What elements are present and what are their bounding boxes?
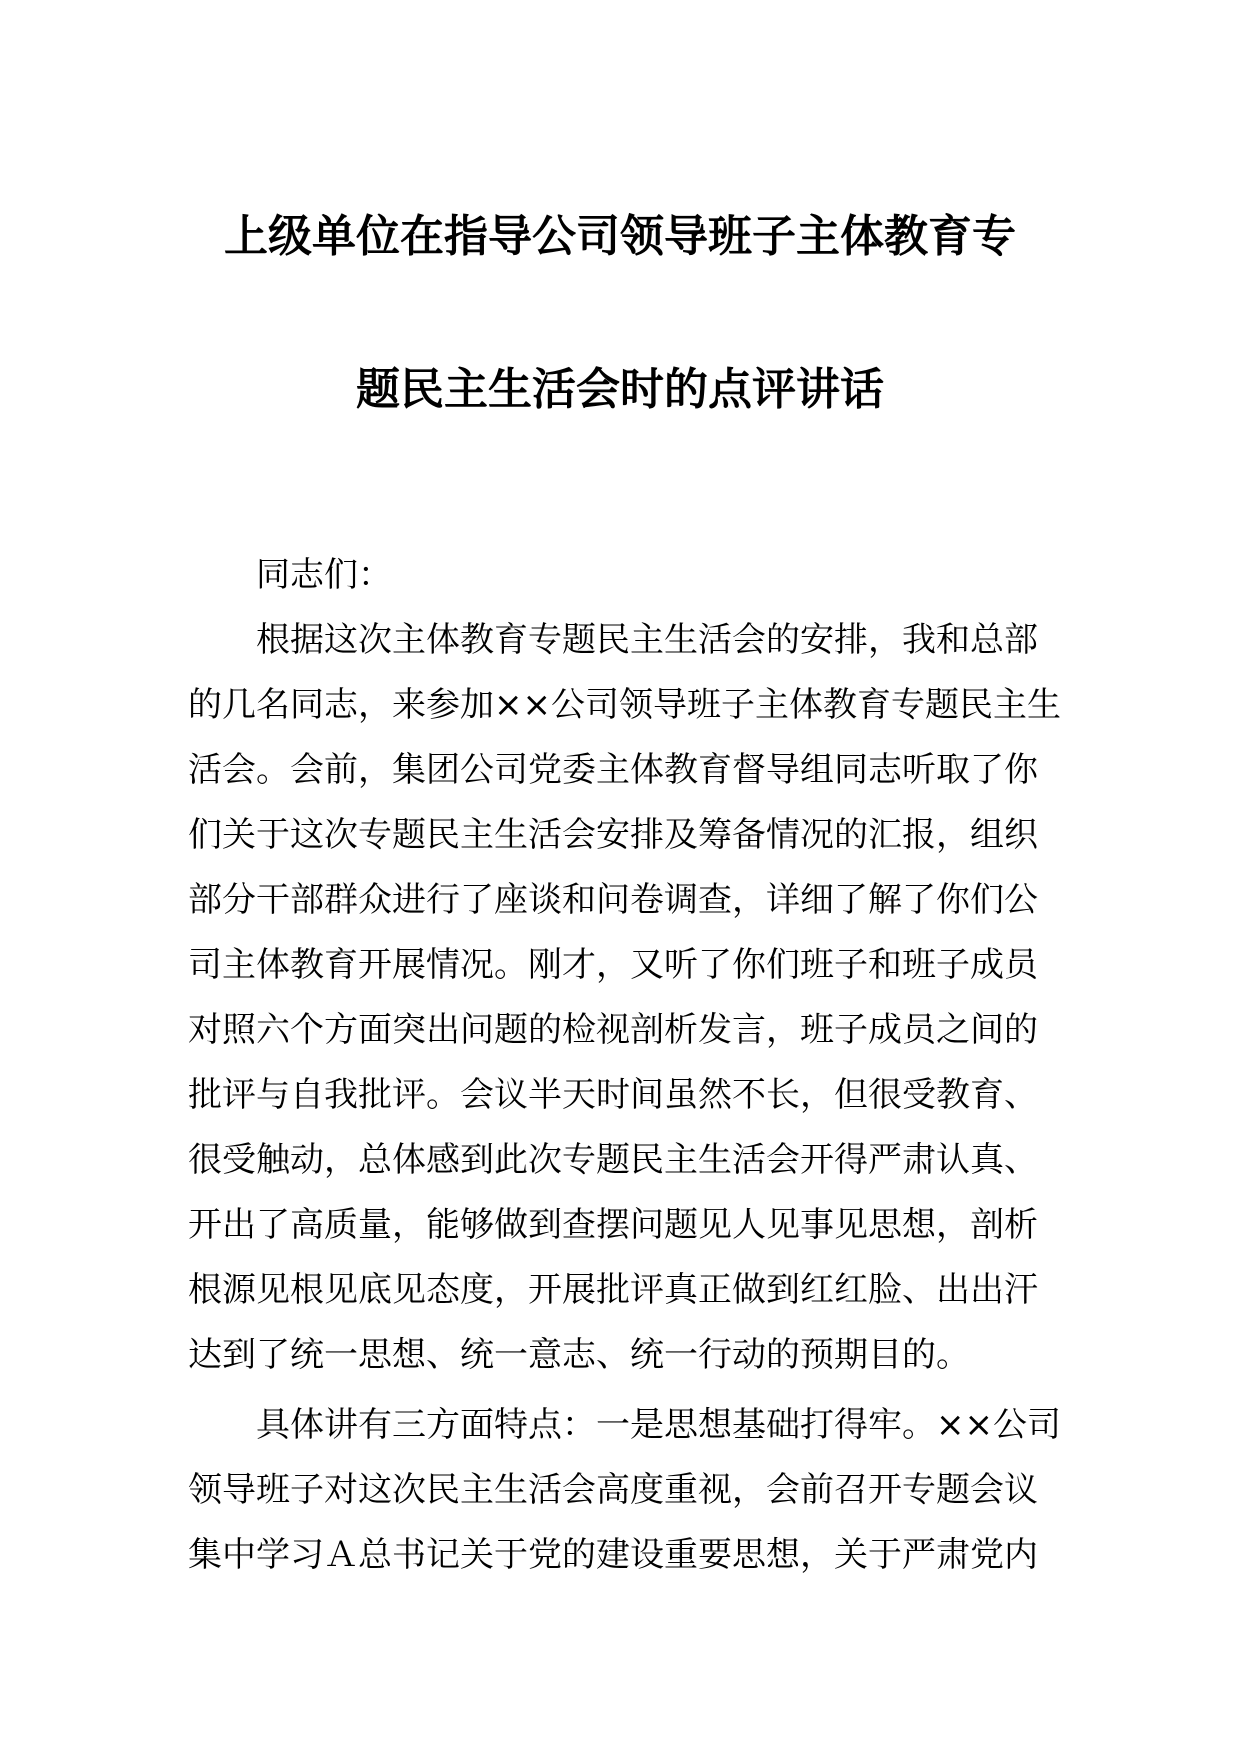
greeting xyxy=(188,543,1068,608)
paragraph-line: 开出了高质量，能够做到查摆问题见人见事见思想，剖析 xyxy=(188,1205,1038,1245)
paragraph-line: 集中学习Ａ总书记关于党的建设重要思想，关于严肃党内 xyxy=(188,1535,1038,1575)
paragraph-line: 领导班子对这次民主生活会高度重视，会前召开专题会议 xyxy=(188,1470,1038,1510)
paragraph-line: 达到了统一思想、统一意志、统一行动的预期目的。 xyxy=(188,1335,970,1375)
greeting-text: 同志们： xyxy=(256,555,392,595)
paragraph-line: 部分干部群众进行了座谈和问卷调查，详细了解了你们公 xyxy=(188,880,1038,920)
document-title-line-2: 题民主生活会时的点评讲话 xyxy=(356,364,884,415)
paragraph-line: 根源见根见底见态度，开展批评真正做到红红脸、出出汗 xyxy=(188,1270,1038,1310)
paragraph-line: 批评与自我批评。会议半天时间虽然不长，但很受教育、 xyxy=(188,1075,1038,1115)
paragraph-line: 活会。会前，集团公司党委主体教育督导组同志听取了你 xyxy=(188,750,1038,790)
paragraph-line: 对照六个方面突出问题的检视剖析发言，班子成员之间的 xyxy=(188,1010,1038,1050)
paragraph-line: 具体讲有三方面特点：一是思想基础打得牢。××公司 xyxy=(256,1405,1061,1445)
paragraph-2 xyxy=(188,1393,1068,1588)
paragraph-1 xyxy=(188,608,1068,1388)
paragraph-line: 司主体教育开展情况。刚才，又听了你们班子和班子成员 xyxy=(188,945,1038,985)
paragraph-line: 很受触动，总体感到此次专题民主生活会开得严肃认真、 xyxy=(188,1140,1038,1180)
document-title-line-1: 上级单位在指导公司领导班子主体教育专 xyxy=(224,211,1016,262)
paragraph-line: 们关于这次专题民主生活会安排及筹备情况的汇报，组织 xyxy=(188,815,1038,855)
paragraph-line: 根据这次主体教育专题民主生活会的安排，我和总部 xyxy=(256,620,1038,660)
paragraph-line: 的几名同志，来参加××公司领导班子主体教育专题民主生 xyxy=(188,685,1061,725)
